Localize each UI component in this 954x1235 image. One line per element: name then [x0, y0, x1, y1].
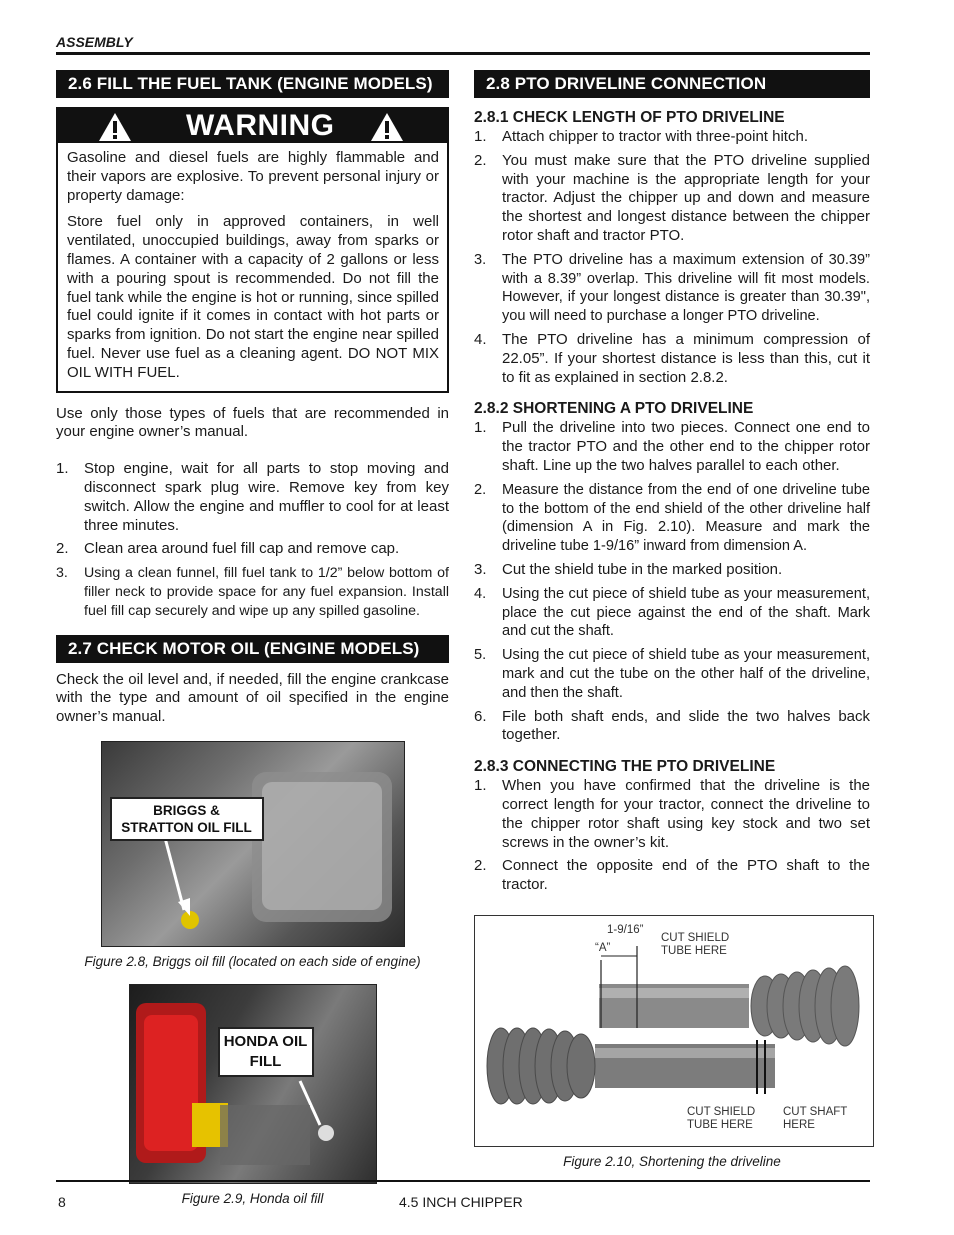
warning-triangle-icon: [98, 112, 132, 142]
shortening-steps: [474, 419, 870, 745]
list-item: 5. Using the cut piece of shield tube as your measurement, mark and cut the tube on the other half of the driveline, and then the shaft.: [474, 647, 870, 701]
list-item: 2. Clean area around fuel fill cap and remove cap.: [56, 540, 400, 558]
dimension-a-label: “A”: [595, 941, 611, 954]
oil-intro: Check the oil level and, if needed, fill the engine crankcase with the type and amount of oil specified in the engine owner’s manual.: [56, 670, 449, 726]
subsection-2-8-2-title: 2.8.2 SHORTENING A PTO DRIVELINE: [474, 400, 754, 418]
subsection-2-8-3-title: 2.8.3 CONNECTING THE PTO DRIVELINE: [474, 758, 776, 776]
list-item: 3. Cut the shield tube in the marked position.: [474, 560, 783, 578]
cut-shaft-label: CUT SHAFT HERE: [783, 1105, 848, 1131]
list-item: 1. Stop engine, wait for all parts to stop moving and disconnect spark plug wire. Remove key from key switch. Allow the engine and muffler to cool for at least three minutes.: [56, 460, 449, 534]
fuel-intro: Use only those types of fuels that are recommended in your engine owner’s manual.: [56, 404, 449, 441]
warning-label: WARNING: [186, 109, 335, 142]
list-item: 3. Using a clean funnel, fill fuel tank to 1/2” below bottom of filler neck to provide space for any fuel expansion. Install fuel fill cap securely and wipe up any spilled gasoline.: [56, 565, 449, 619]
subsection-2-8-1-title: 2.8.1 CHECK LENGTH OF PTO DRIVELINE: [474, 109, 785, 126]
connecting-steps: [474, 777, 870, 895]
left-column: [56, 70, 449, 1209]
list-item: 4. Using the cut piece of shield tube as your measurement, place the cut piece against the end of the shaft. Mark and cut the shaft.: [474, 585, 870, 640]
figure-2-10-caption: Figure 2.10, Shortening the driveline: [563, 1153, 781, 1169]
list-item: 1. When you have confirmed that the driveline is the correct length for your tractor, connect the driveline to the chipper rotor shaft using key stock and two set screws in the owner’s kit.: [474, 777, 870, 851]
list-item: 6. File both shaft ends, and slide the two halves back together.: [474, 707, 870, 744]
page-number: 8: [58, 1194, 66, 1210]
list-item: 2. You must make sure that the PTO driveline supplied with your machine is the appropriate length for your tractor. Adjust the chipper up and down and measure the shortest and longest distance between the chipper rotor shaft and tractor PTO.: [474, 151, 870, 244]
header-rule: [56, 52, 870, 55]
list-item: 3. The PTO driveline has a maximum extension of 30.39” with a 8.39” overlap. This driveline will fit most models. However, if your longest distance is greater than 30.39", you will need to purchase a longer PTO driveline.: [474, 251, 870, 325]
section-2-7-title: 2.7 CHECK MOTOR OIL (ENGINE MODELS): [56, 635, 449, 663]
warning-header: [58, 109, 447, 143]
briggs-oil-fill-callout: BRIGGS & STRATTON OIL FILL: [110, 797, 264, 841]
warning-text-2: Store fuel only in approved containers, in well ventilated, unoccupied buildings, away from sparks or flames. A container with a capacity of 2 gallons or less with a pouring spout is recommended. Do not fill the fuel tank while the engine is hot or running, since spilled fuel could ignite if it comes in contact with hot parts or sparks from ignition. Do not start the engine near spilled fuel. Never use fuel as a cleaning agent. DO NOT MIX OIL WITH FUEL.: [67, 213, 439, 381]
list-item: 2. Connect the opposite end of the PTO shaft to the tractor.: [474, 857, 870, 894]
engine-illustration: [102, 742, 405, 947]
right-column: [474, 70, 870, 1172]
fuel-warning-box: [56, 107, 449, 393]
running-head: ASSEMBLY: [56, 34, 133, 50]
list-item: 2. Measure the distance from the end of one driveline tube to the bottom of the end shield of the other driveline half (dimension A in Fig. 2.10). Measure and mark the driveline tube 1-9/16” inward from dimension A.: [474, 481, 870, 555]
figure-2-9-caption: Figure 2.9, Honda oil fill: [181, 1190, 324, 1206]
fuel-steps: [56, 460, 449, 620]
footer-rule: [56, 1180, 870, 1182]
footer-doc-title: 4.5 INCH CHIPPER: [399, 1194, 523, 1210]
section-2-8-title: 2.8 PTO DRIVELINE CONNECTION: [474, 70, 870, 98]
figure-2-8-caption: Figure 2.8, Briggs oil fill (located on each side of engine): [84, 953, 421, 969]
length-steps: [474, 128, 870, 387]
cut-shield-bottom-label: CUT SHIELD TUBE HERE: [687, 1105, 756, 1131]
list-item: 1. Attach chipper to tractor with three-point hitch.: [474, 128, 808, 145]
list-item: 4. The PTO driveline has a minimum compression of 22.05”. If your shortest distance is less than this, cut it to fit as explained in section 2.8.2.: [474, 330, 870, 386]
engine-illustration: [130, 985, 377, 1184]
honda-oil-fill-callout: HONDA OIL FILL: [218, 1027, 314, 1077]
list-item: 1. Pull the driveline into two pieces. Connect one end to the tractor PTO and the other end to the chipper rotor shaft. Line up the two halves parallel to each other.: [474, 419, 870, 474]
figure-2-9-honda-oil-fill: [129, 984, 377, 1184]
cut-shield-top-label: CUT SHIELD TUBE HERE: [661, 931, 730, 957]
section-2-6-title: 2.6 FILL THE FUEL TANK (ENGINE MODELS): [56, 70, 449, 98]
figure-2-10-shortening-driveline: [474, 915, 874, 1147]
dimension-label: 1-9/16”: [607, 923, 644, 936]
warning-text-1: Gasoline and diesel fuels are highly flammable and their vapors are explosive. To prevent personal injury or property damage:: [67, 149, 439, 204]
figure-2-8-briggs-oil-fill: [101, 741, 405, 947]
warning-triangle-icon: [370, 112, 404, 142]
warning-body: [58, 143, 447, 391]
